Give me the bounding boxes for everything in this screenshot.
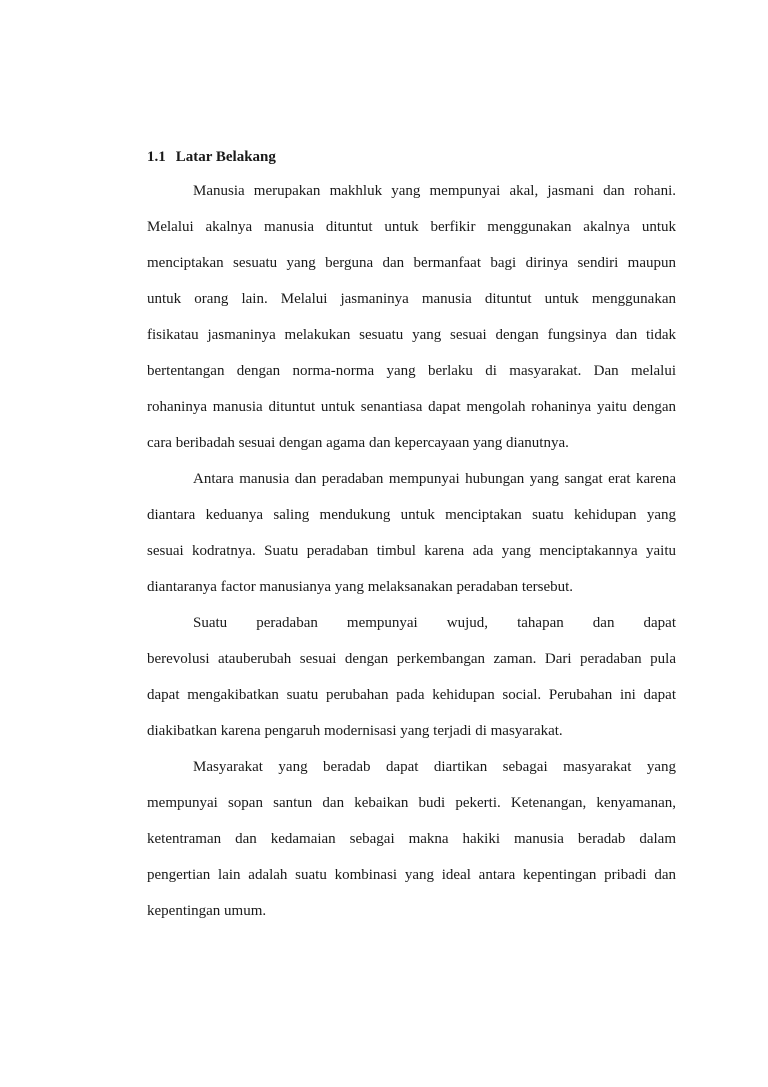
paragraph-line: Suatu peradaban mempunyai wujud, tahapan dan dapat <box>193 615 676 631</box>
paragraph-line: untuk orang lain. Melalui jasmaninya manusia dituntut untuk menggunakan <box>147 291 676 307</box>
paragraph-line: bertentangan dengan norma-norma yang berlaku di masyarakat. Dan melalui <box>147 363 676 379</box>
paragraph-line: Manusia merupakan makhluk yang mempunyai akal, jasmani dan rohani. <box>193 183 676 199</box>
section-title: Latar Belakang <box>175 149 276 165</box>
paragraph-line: menciptakan sesuatu yang berguna dan bermanfaat bagi dirinya sendiri maupun <box>147 255 676 271</box>
paragraph-line: fisikatau jasmaninya melakukan sesuatu yang sesuai dengan fungsinya dan tidak <box>147 327 676 343</box>
paragraph-line: diakibatkan karena pengaruh modernisasi yang terjadi di masyarakat. <box>147 723 563 739</box>
paragraph-line: cara beribadah sesuai dengan agama dan kepercayaan yang dianutnya. <box>147 435 569 451</box>
paragraph-line: Antara manusia dan peradaban mempunyai hubungan yang sangat erat karena <box>193 471 676 487</box>
paragraph-line: Melalui akalnya manusia dituntut untuk berfikir menggunakan akalnya untuk <box>147 219 676 235</box>
paragraph-line: sesuai kodratnya. Suatu peradaban timbul karena ada yang menciptakannya yaitu <box>147 543 676 559</box>
paragraph-line: dapat mengakibatkan suatu perubahan pada kehidupan social. Perubahan ini dapat <box>147 687 676 703</box>
section-heading <box>147 147 276 167</box>
paragraph-line: rohaninya manusia dituntut untuk senantiasa dapat mengolah rohaninya yaitu dengan <box>147 399 676 415</box>
paragraph-line: berevolusi atauberubah sesuai dengan perkembangan zaman. Dari peradaban pula <box>147 651 676 667</box>
paragraph-line: ketentraman dan kedamaian sebagai makna hakiki manusia beradab dalam <box>147 831 676 847</box>
paragraph-line: kepentingan umum. <box>147 903 267 919</box>
section-number: 1.1 <box>147 149 166 165</box>
paragraph-line: Masyarakat yang beradab dapat diartikan sebagai masyarakat yang <box>193 759 676 775</box>
paragraph-line: diantaranya factor manusianya yang melaksanakan peradaban tersebut. <box>147 579 574 595</box>
paragraph-line: mempunyai sopan santun dan kebaikan budi pekerti. Ketenangan, kenyamanan, <box>147 795 676 811</box>
paragraph-line: diantara keduanya saling mendukung untuk menciptakan suatu kehidupan yang <box>147 507 676 523</box>
paragraph-line: pengertian lain adalah suatu kombinasi yang ideal antara kepentingan pribadi dan <box>147 867 676 883</box>
